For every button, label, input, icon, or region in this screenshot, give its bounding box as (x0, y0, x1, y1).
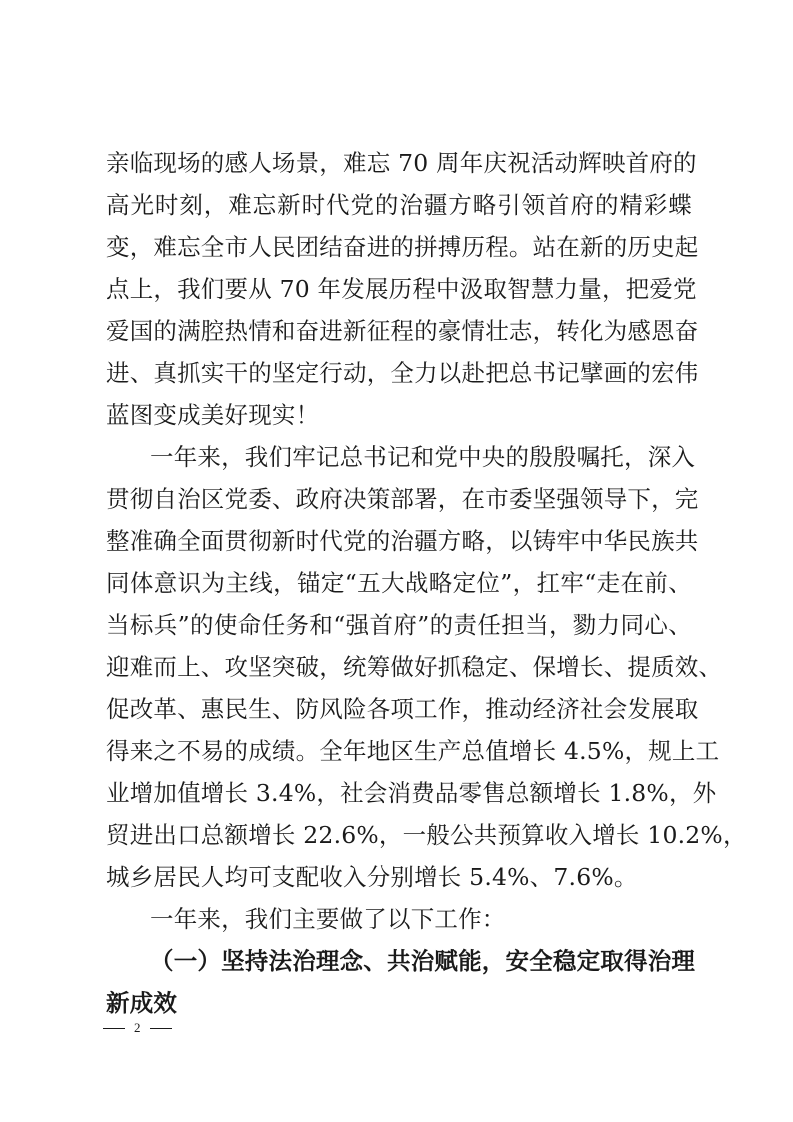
text-line: 高光时刻，难忘新时代党的治疆方略引领首府的精彩蝶 (106, 191, 692, 219)
footer-dash-left (103, 1028, 125, 1029)
page-footer (103, 1018, 172, 1038)
text-line: 整准确全面贯彻新时代党的治疆方略，以铸牢中华民族共 (106, 527, 699, 555)
text-line: 同体意识为主线，锚定“五大战略定位”，扛牢“走在前、 (106, 569, 692, 597)
text-line: 一年来，我们牢记总书记和党中央的殷殷嘱托，深入 (150, 443, 696, 471)
text-line: 当标兵”的使命任务和“强首府”的责任担当，勠力同心、 (106, 611, 692, 639)
footer-dash-right (150, 1028, 172, 1029)
text-line: 点上，我们要从 70 年发展历程中汲取智慧力量，把爱党 (106, 275, 697, 303)
section-heading: （一）坚持法治理念、共治赋能，安全稳定取得治理 (150, 947, 696, 975)
text-line: 亲临现场的感人场景，难忘 70 周年庆祝活动辉映首府的 (106, 149, 697, 177)
text-line: 促改革、惠民生、防风险各项工作，推动经济社会发展取 (106, 695, 699, 723)
text-line: 城乡居民人均可支配收入分别增长 5.4%、7.6%。 (106, 863, 638, 891)
text-line: 蓝图变成美好现实！ (106, 401, 320, 429)
text-line: 变，难忘全市人民团结奋进的拼搏历程。站在新的历史起 (106, 233, 699, 261)
text-line: 一年来，我们主要做了以下工作： (150, 905, 506, 933)
text-line: 得来之不易的成绩。全年地区生产总值增长 4.5%，规上工 (106, 737, 720, 765)
text-line: 进、真抓实干的坚定行动，全力以赴把总书记擘画的宏伟 (106, 359, 699, 387)
text-line: 贸进出口总额增长 22.6%，一般公共预算收入增长 10.2%， (106, 821, 747, 849)
text-line: 爱国的满腔热情和奋进新征程的豪情壮志，转化为感恩奋 (106, 317, 699, 345)
text-line: 贯彻自治区党委、政府决策部署，在市委坚强领导下，完 (106, 485, 699, 513)
text-line: 迎难而上、攻坚突破，统筹做好抓稳定、保增长、提质效、 (106, 653, 723, 681)
text-line: 业增加值增长 3.4%，社会消费品零售总额增长 1.8%，外 (106, 779, 717, 807)
page-number: 2 (134, 1020, 141, 1035)
section-heading: 新成效 (106, 989, 178, 1017)
